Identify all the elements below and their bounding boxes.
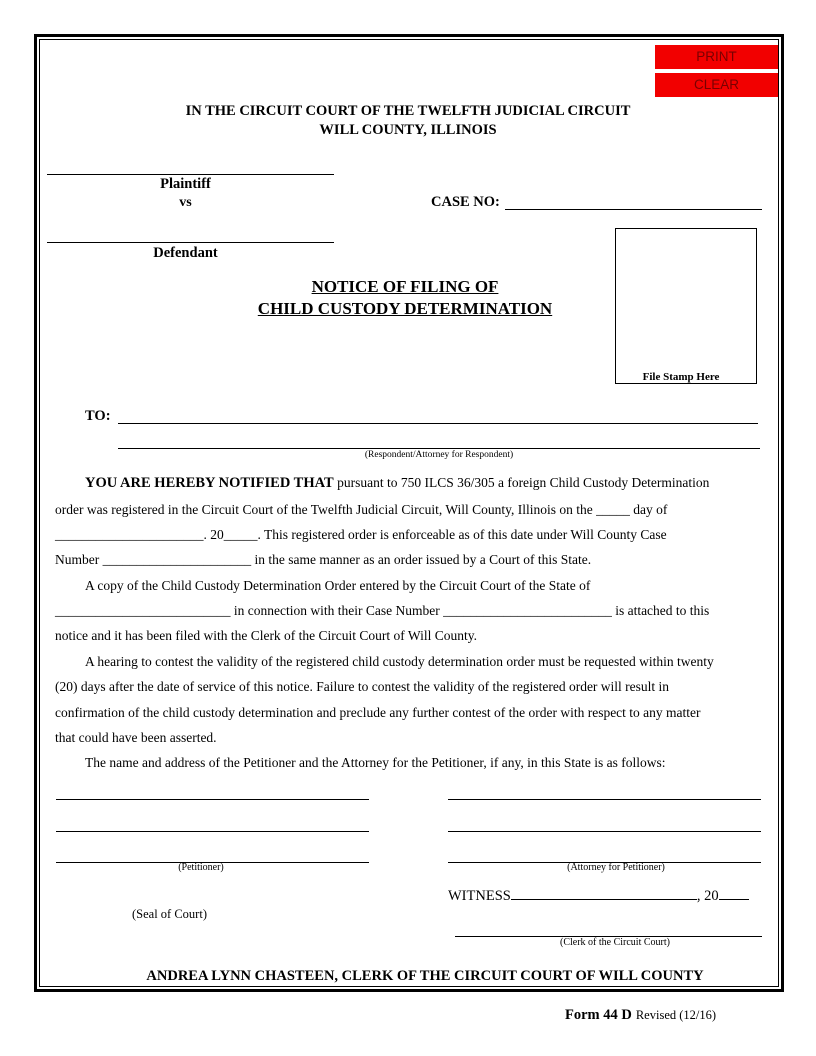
seal-of-court: (Seal of Court) <box>132 907 207 921</box>
paragraph-1-line1 <box>85 475 709 492</box>
paragraph-1-line2: order was registered in the Circuit Court of the Twelfth Judicial Circuit, Will County, Illinois on the _____ day of <box>55 502 668 517</box>
notice-text: pursuant to 750 ILCS 36/305 a foreign Child Custody Determination <box>333 475 710 490</box>
print-button[interactable]: PRINT <box>655 45 778 69</box>
form-number: Form 44 D <box>565 1007 632 1023</box>
court-header-line2: WILL COUNTY, ILLINOIS <box>319 122 497 138</box>
paragraph-2-line2: __________________________ in connection with their Case Number _________________________ is attached to this <box>55 603 710 618</box>
paragraph-3-line3: confirmation of the child custody determination and preclude any further contest of the order with respect to any matter <box>55 705 701 720</box>
court-header-line1: IN THE CIRCUIT COURT OF THE TWELFTH JUDICIAL CIRCUIT <box>185 103 631 119</box>
paragraph-3-line1: A hearing to contest the validity of the registered child custody determination order must be requested within twenty <box>85 654 714 669</box>
attorney-caption: (Attorney for Petitioner) <box>567 862 665 873</box>
petitioner-field-2[interactable] <box>56 831 369 832</box>
paragraph-1-line3: ______________________. 20_____. This registered order is enforceable as of this date under Will County Case <box>55 527 667 542</box>
form-footer <box>565 1006 716 1024</box>
witness-label: WITNESS <box>448 888 511 904</box>
clerk-name: ANDREA LYNN CHASTEEN, CLERK OF THE CIRCUIT COURT OF WILL COUNTY <box>146 968 704 984</box>
vs-label: vs <box>179 195 192 210</box>
case-no-field[interactable] <box>505 209 762 210</box>
paragraph-3-line4: that could have been asserted. <box>55 730 217 745</box>
witness-year-field[interactable] <box>719 889 749 900</box>
form-revised: Revised (12/16) <box>635 1008 717 1022</box>
defendant-label: Defendant <box>153 245 218 261</box>
clear-button[interactable]: CLEAR <box>655 73 778 97</box>
clerk-caption: (Clerk of the Circuit Court) <box>560 937 670 948</box>
document-title-line1: NOTICE OF FILING OF <box>311 277 499 296</box>
attorney-field-1[interactable] <box>448 799 761 800</box>
to-field-line2[interactable] <box>118 448 760 449</box>
plaintiff-label: Plaintiff <box>160 176 211 192</box>
to-label: TO: <box>85 408 111 424</box>
paragraph-1-line4: Number ______________________ in the same manner as an order issued by a Court of this State. <box>55 552 592 567</box>
witness-date-field[interactable] <box>511 889 697 900</box>
witness-line <box>448 888 749 905</box>
document-title-line2: CHILD CUSTODY DETERMINATION <box>257 299 553 318</box>
plaintiff-field[interactable] <box>47 174 334 175</box>
to-field-line1[interactable] <box>118 423 758 424</box>
petitioner-caption: (Petitioner) <box>178 862 224 873</box>
attorney-field-2[interactable] <box>448 831 761 832</box>
file-stamp-label: File Stamp Here <box>642 371 720 383</box>
defendant-field[interactable] <box>47 242 334 243</box>
case-no-label: CASE NO: <box>431 194 500 210</box>
paragraph-2-line3: notice and it has been filed with the Clerk of the Circuit Court of Will County. <box>55 628 478 643</box>
paragraph-4: The name and address of the Petitioner and the Attorney for the Petitioner, if any, in this State is as follows: <box>85 755 666 770</box>
respondent-caption: (Respondent/Attorney for Respondent) <box>364 450 514 460</box>
notice-lead: YOU ARE HEREBY NOTIFIED THAT <box>85 475 334 491</box>
petitioner-field-1[interactable] <box>56 799 369 800</box>
witness-year-label: , 20 <box>696 888 719 904</box>
paragraph-2-line1: A copy of the Child Custody Determination Order entered by the Circuit Court of the State of <box>85 578 591 593</box>
paragraph-3-line2: (20) days after the date of service of this notice. Failure to contest the validity of the registered order will result in <box>55 679 670 694</box>
